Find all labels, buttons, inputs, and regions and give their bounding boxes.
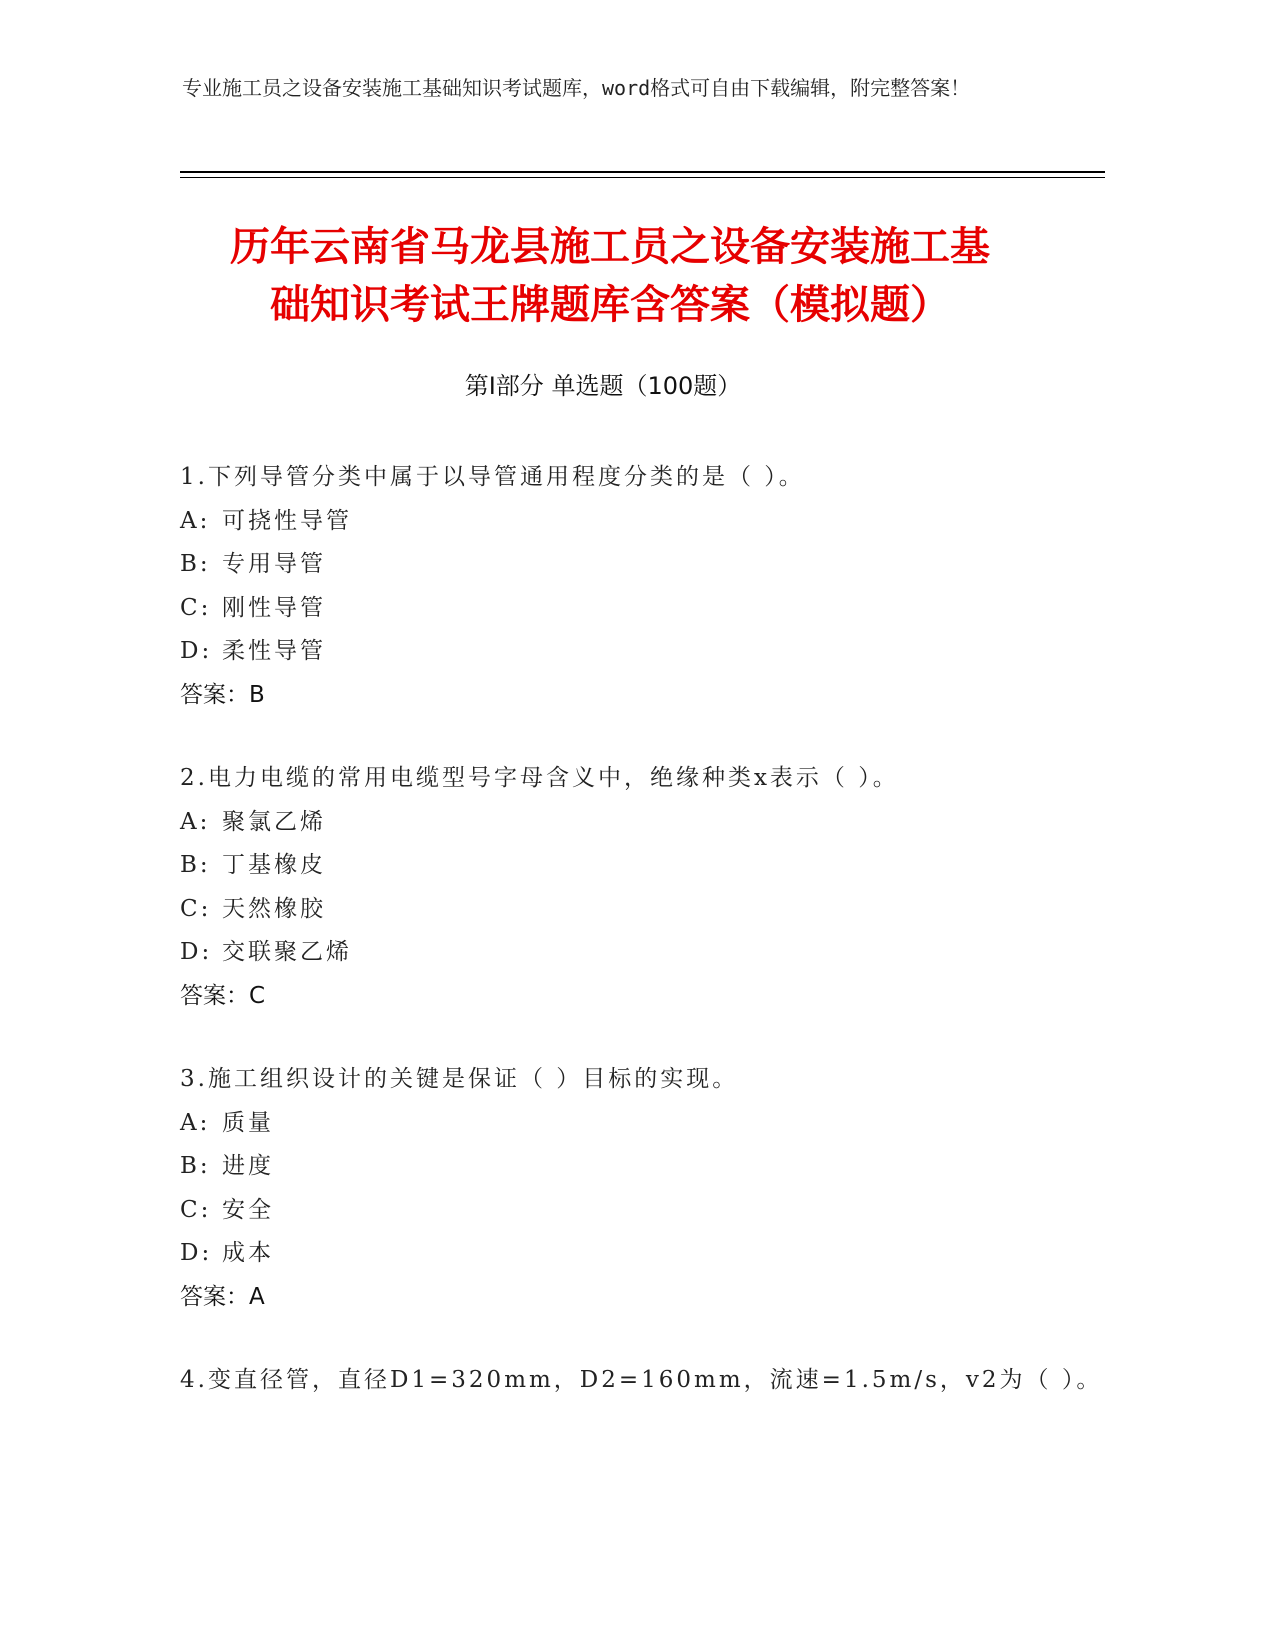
- option-text: 柔性导管: [222, 638, 326, 664]
- document-title: [150, 218, 1070, 334]
- question-4: [180, 1359, 1180, 1403]
- option-a: [180, 1102, 1180, 1146]
- option-text: 成本: [222, 1240, 274, 1266]
- option-letter: C:: [180, 1196, 212, 1223]
- option-b: [180, 844, 1180, 888]
- option-d: [180, 630, 1180, 674]
- option-text: 质量: [222, 1109, 274, 1136]
- option-text: 交联聚乙烯: [222, 939, 352, 965]
- answer-line: 答案：A: [180, 1283, 265, 1310]
- option-c: [180, 587, 1180, 631]
- question-list: [180, 456, 1180, 1443]
- question-2: [180, 757, 1180, 1018]
- option-letter: D:: [180, 1240, 213, 1266]
- question-3: [180, 1058, 1180, 1319]
- header-note: 专业施工员之设备安装施工基础知识考试题库，word格式可自由下载编辑，附完整答案！: [182, 76, 971, 100]
- answer-line: 答案：B: [180, 681, 265, 708]
- option-a: [180, 801, 1180, 845]
- option-letter: A:: [180, 507, 211, 534]
- option-a: [180, 500, 1180, 544]
- option-letter: D:: [180, 939, 213, 965]
- title-line-1: 历年云南省马龙县施工员之设备安装施工基: [230, 224, 990, 270]
- option-text: 专用导管: [222, 551, 326, 577]
- option-letter: A:: [180, 1109, 211, 1136]
- question-stem: 1.下列导管分类中属于以导管通用程度分类的是（ ）。: [180, 464, 805, 490]
- option-c: [180, 888, 1180, 932]
- option-d: [180, 931, 1180, 975]
- option-b: [180, 543, 1180, 587]
- answer-line: 答案：C: [180, 982, 266, 1009]
- question-stem: 2.电力电缆的常用电缆型号字母含义中，绝缘种类x表示（ ）。: [180, 765, 899, 791]
- option-letter: D:: [180, 638, 213, 664]
- option-text: 丁基橡皮: [222, 852, 326, 878]
- header-divider-thin: [180, 177, 1105, 178]
- option-letter: C:: [180, 594, 212, 621]
- section-title: 第Ⅰ部分 单选题（100题）: [464, 372, 742, 400]
- option-text: 刚性导管: [222, 594, 326, 621]
- option-text: 进度: [222, 1153, 274, 1179]
- option-text: 聚氯乙烯: [222, 808, 326, 835]
- title-line-2: 础知识考试王牌题库含答案（模拟题）: [270, 282, 950, 328]
- question-stem: 4.变直径管，直径D1=320mm，D2=160mm，流速=1.5m/s，v2为（ ）。: [180, 1367, 1103, 1393]
- question-1: [180, 456, 1180, 717]
- header-divider-thick: [180, 171, 1105, 173]
- option-text: 安全: [222, 1196, 274, 1223]
- option-letter: B:: [180, 1153, 211, 1179]
- option-text: 可挠性导管: [222, 507, 352, 534]
- option-letter: B:: [180, 852, 211, 878]
- option-d: [180, 1232, 1180, 1276]
- option-text: 天然橡胶: [222, 895, 326, 922]
- question-stem: 3.施工组织设计的关键是保证（ ）目标的实现。: [180, 1066, 739, 1092]
- option-b: [180, 1145, 1180, 1189]
- option-letter: B:: [180, 551, 211, 577]
- option-letter: A:: [180, 808, 211, 835]
- option-letter: C:: [180, 895, 212, 922]
- option-c: [180, 1189, 1180, 1233]
